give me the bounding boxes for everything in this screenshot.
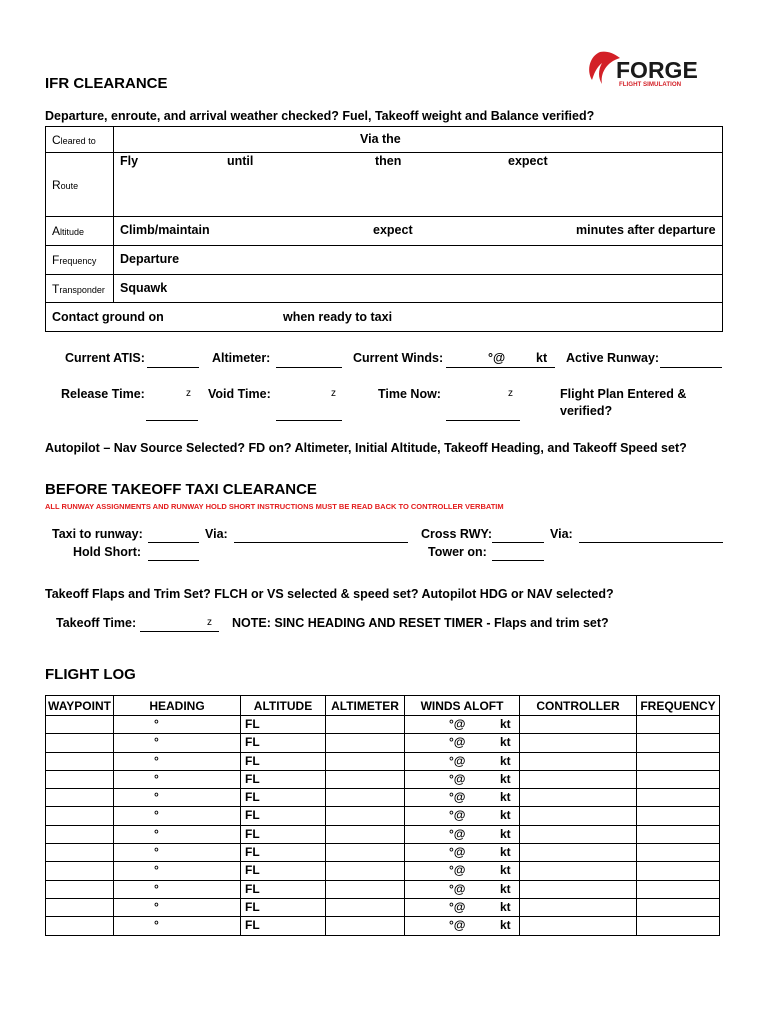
- climb-label: Climb/maintain: [120, 223, 210, 237]
- altimeter-field[interactable]: [276, 367, 342, 368]
- altimeter-label: Altimeter:: [212, 351, 271, 365]
- winds-aloft-cell[interactable]: °@ kt: [405, 734, 520, 752]
- void-label: Void Time:: [208, 387, 271, 401]
- then-label: then: [375, 154, 402, 168]
- heading-cell[interactable]: °: [114, 898, 241, 916]
- flight-log-row: [46, 789, 720, 807]
- controller-cell[interactable]: [520, 789, 637, 807]
- frequency-cell[interactable]: [637, 789, 720, 807]
- logo-text: FORGE: [616, 57, 698, 83]
- altitude-cell[interactable]: FL: [241, 716, 326, 734]
- controller-cell[interactable]: [520, 898, 637, 916]
- frequency-cell[interactable]: [637, 898, 720, 916]
- winds-aloft-cell[interactable]: °@ kt: [405, 770, 520, 788]
- release-z: z: [186, 388, 191, 399]
- winds-aloft-cell[interactable]: °@ kt: [405, 716, 520, 734]
- heading-cell[interactable]: °: [114, 825, 241, 843]
- altitude-cell[interactable]: FL: [241, 825, 326, 843]
- altimeter-cell[interactable]: [326, 862, 405, 880]
- takeoff-note: NOTE: SINC HEADING AND RESET TIMER - Flaps and trim set?: [232, 616, 609, 630]
- takeoff-time-label: Takeoff Time:: [56, 616, 137, 630]
- winds-field[interactable]: [446, 367, 555, 368]
- altimeter-cell[interactable]: [326, 734, 405, 752]
- expect-label: expect: [508, 154, 548, 168]
- flight-log-row: [46, 716, 720, 734]
- altimeter-cell[interactable]: [326, 752, 405, 770]
- altimeter-cell[interactable]: [326, 807, 405, 825]
- altitude-cell[interactable]: FL: [241, 770, 326, 788]
- altimeter-cell[interactable]: [326, 880, 405, 898]
- ifr-title: IFR CLEARANCE: [45, 75, 168, 92]
- taxi-warning: ALL RUNWAY ASSIGNMENTS AND RUNWAY HOLD SHORT INSTRUCTIONS MUST BE READ BACK TO CONTROLLER VERBATIM: [45, 502, 504, 511]
- flight-log-title: FLIGHT LOG: [45, 666, 136, 683]
- winds-aloft-cell[interactable]: °@ kt: [405, 898, 520, 916]
- frequency-label: Frequency: [52, 253, 97, 267]
- winds-aloft-cell[interactable]: °@ kt: [405, 862, 520, 880]
- col-altimeter: ALTIMETER: [326, 696, 405, 716]
- atis-label: Current ATIS:: [65, 351, 145, 365]
- controller-cell[interactable]: [520, 752, 637, 770]
- ifr-check: Departure, enroute, and arrival weather checked? Fuel, Takeoff weight and Balance verified?: [45, 109, 595, 123]
- waypoint-cell[interactable]: [46, 752, 114, 770]
- flight-log-row: [46, 807, 720, 825]
- heading-cell[interactable]: °: [114, 807, 241, 825]
- waypoint-cell[interactable]: [46, 844, 114, 862]
- flight-log-row: [46, 917, 720, 935]
- frequency-cell[interactable]: [637, 862, 720, 880]
- heading-cell[interactable]: °: [114, 770, 241, 788]
- winds-aloft-cell[interactable]: °@ kt: [405, 844, 520, 862]
- departure-label: Departure: [120, 252, 180, 266]
- heading-cell[interactable]: °: [114, 862, 241, 880]
- frequency-cell[interactable]: [637, 734, 720, 752]
- flight-log-row: [46, 844, 720, 862]
- controller-cell[interactable]: [520, 825, 637, 843]
- col-altitude: ALTITUDE: [241, 696, 326, 716]
- altitude-cell[interactable]: FL: [241, 752, 326, 770]
- takeoff-flaps-check: Takeoff Flaps and Trim Set? FLCH or VS selected & speed set? Autopilot HDG or NAV selected?: [45, 587, 614, 601]
- heading-cell[interactable]: °: [114, 752, 241, 770]
- waypoint-cell[interactable]: [46, 898, 114, 916]
- winds-deg: °@: [488, 351, 506, 365]
- forge-logo: [586, 48, 718, 90]
- flight-plan-label-2: verified?: [560, 404, 613, 418]
- taxi-title: BEFORE TAKEOFF TAXI CLEARANCE: [45, 481, 317, 498]
- fly-label: Fly: [120, 154, 139, 168]
- waypoint-cell[interactable]: [46, 807, 114, 825]
- col-frequency: FREQUENCY: [637, 696, 720, 716]
- altitude-cell[interactable]: FL: [241, 880, 326, 898]
- controller-cell[interactable]: [520, 862, 637, 880]
- frequency-cell[interactable]: [637, 752, 720, 770]
- logo-subtitle: FLIGHT SIMULATION: [619, 81, 682, 88]
- winds-aloft-cell[interactable]: °@ kt: [405, 789, 520, 807]
- frequency-cell[interactable]: [637, 880, 720, 898]
- col-winds-aloft: WINDS ALOFT: [405, 696, 520, 716]
- heading-cell[interactable]: °: [114, 716, 241, 734]
- altitude-cell[interactable]: FL: [241, 862, 326, 880]
- flight-log-table: [45, 695, 720, 936]
- col-controller: CONTROLLER: [520, 696, 637, 716]
- cross-rwy-field[interactable]: [492, 542, 544, 543]
- frequency-cell[interactable]: [637, 917, 720, 935]
- heading-cell[interactable]: °: [114, 844, 241, 862]
- waypoint-cell[interactable]: [46, 862, 114, 880]
- winds-label: Current Winds:: [353, 351, 444, 365]
- hold-short-field[interactable]: [148, 560, 199, 561]
- waypoint-cell[interactable]: [46, 770, 114, 788]
- ready-to-taxi-label: when ready to taxi: [283, 310, 393, 324]
- altimeter-cell[interactable]: [326, 898, 405, 916]
- route-label: Route: [52, 178, 79, 192]
- altitude-cell[interactable]: FL: [241, 807, 326, 825]
- tower-label: Tower on:: [428, 545, 487, 559]
- altitude-cell[interactable]: FL: [241, 917, 326, 935]
- void-z: z: [331, 388, 336, 399]
- altitude-cell[interactable]: FL: [241, 734, 326, 752]
- heading-cell[interactable]: °: [114, 917, 241, 935]
- alt-expect-label: expect: [373, 223, 413, 237]
- transponder-label: Transponder: [52, 282, 105, 296]
- minutes-label: minutes after departure: [576, 223, 716, 237]
- flight-log-row: [46, 752, 720, 770]
- waypoint-cell[interactable]: [46, 716, 114, 734]
- frequency-cell[interactable]: [637, 716, 720, 734]
- ifr-clearance-box: [45, 126, 723, 332]
- col-waypoint: WAYPOINT: [46, 696, 114, 716]
- controller-cell[interactable]: [520, 844, 637, 862]
- controller-cell[interactable]: [520, 807, 637, 825]
- flight-log-row: [46, 825, 720, 843]
- heading-cell[interactable]: °: [114, 734, 241, 752]
- controller-cell[interactable]: [520, 734, 637, 752]
- taxi-via-label: Via:: [205, 527, 228, 541]
- altitude-cell[interactable]: FL: [241, 789, 326, 807]
- runway-label: Active Runway:: [566, 351, 660, 365]
- altitude-cell[interactable]: FL: [241, 898, 326, 916]
- frequency-cell[interactable]: [637, 770, 720, 788]
- cross-via-label: Via:: [550, 527, 573, 541]
- winds-aloft-cell[interactable]: °@ kt: [405, 917, 520, 935]
- heading-cell[interactable]: °: [114, 880, 241, 898]
- flight-log-row: [46, 898, 720, 916]
- frequency-cell[interactable]: [637, 807, 720, 825]
- atis-field[interactable]: [147, 367, 199, 368]
- taxi-via-field[interactable]: [234, 542, 408, 543]
- release-field[interactable]: [146, 420, 198, 421]
- waypoint-cell[interactable]: [46, 917, 114, 935]
- winds-aloft-cell[interactable]: °@ kt: [405, 807, 520, 825]
- now-label: Time Now:: [378, 387, 441, 401]
- until-label: until: [227, 154, 254, 168]
- altimeter-cell[interactable]: [326, 844, 405, 862]
- altimeter-cell[interactable]: [326, 789, 405, 807]
- winds-aloft-cell[interactable]: °@ kt: [405, 825, 520, 843]
- altimeter-cell[interactable]: [326, 917, 405, 935]
- cross-rwy-label: Cross RWY:: [421, 527, 493, 541]
- heading-cell[interactable]: °: [114, 789, 241, 807]
- waypoint-cell[interactable]: [46, 880, 114, 898]
- frequency-cell[interactable]: [637, 825, 720, 843]
- controller-cell[interactable]: [520, 880, 637, 898]
- flight-log-header: [46, 696, 720, 716]
- winds-kt: kt: [536, 351, 548, 365]
- altimeter-cell[interactable]: [326, 825, 405, 843]
- flight-plan-label-1: Flight Plan Entered &: [560, 387, 687, 401]
- autopilot-check: Autopilot – Nav Source Selected? FD on? Altimeter, Initial Altitude, Takeoff Heading, and Takeoff Speed set?: [45, 441, 687, 455]
- hold-short-label: Hold Short:: [73, 545, 142, 559]
- now-field[interactable]: [446, 420, 520, 421]
- taxi-runway-label: Taxi to runway:: [52, 527, 143, 541]
- flight-log-row: [46, 770, 720, 788]
- winds-aloft-cell[interactable]: °@ kt: [405, 880, 520, 898]
- takeoff-time-field[interactable]: [140, 631, 219, 632]
- altimeter-cell[interactable]: [326, 770, 405, 788]
- col-heading: HEADING: [114, 696, 241, 716]
- waypoint-cell[interactable]: [46, 789, 114, 807]
- via-the-label: Via the: [360, 132, 401, 146]
- release-label: Release Time:: [61, 387, 145, 401]
- taxi-runway-field[interactable]: [148, 542, 199, 543]
- altitude-cell[interactable]: FL: [241, 844, 326, 862]
- altitude-label: Altitude: [52, 224, 85, 238]
- controller-cell[interactable]: [520, 716, 637, 734]
- now-z: z: [508, 388, 513, 399]
- void-field[interactable]: [276, 420, 342, 421]
- tower-field[interactable]: [492, 560, 544, 561]
- takeoff-z: z: [207, 617, 212, 628]
- controller-cell[interactable]: [520, 917, 637, 935]
- runway-field[interactable]: [660, 367, 722, 368]
- flight-log-row: [46, 880, 720, 898]
- flight-log-row: [46, 734, 720, 752]
- winds-aloft-cell[interactable]: °@ kt: [405, 752, 520, 770]
- waypoint-cell[interactable]: [46, 825, 114, 843]
- squawk-label: Squawk: [120, 281, 168, 295]
- cross-via-field[interactable]: [579, 542, 723, 543]
- waypoint-cell[interactable]: [46, 734, 114, 752]
- frequency-cell[interactable]: [637, 844, 720, 862]
- controller-cell[interactable]: [520, 770, 637, 788]
- altimeter-cell[interactable]: [326, 716, 405, 734]
- contact-ground-label: Contact ground on: [52, 310, 164, 324]
- cleared-to-label: Cleared to: [52, 133, 96, 147]
- flight-log-row: [46, 862, 720, 880]
